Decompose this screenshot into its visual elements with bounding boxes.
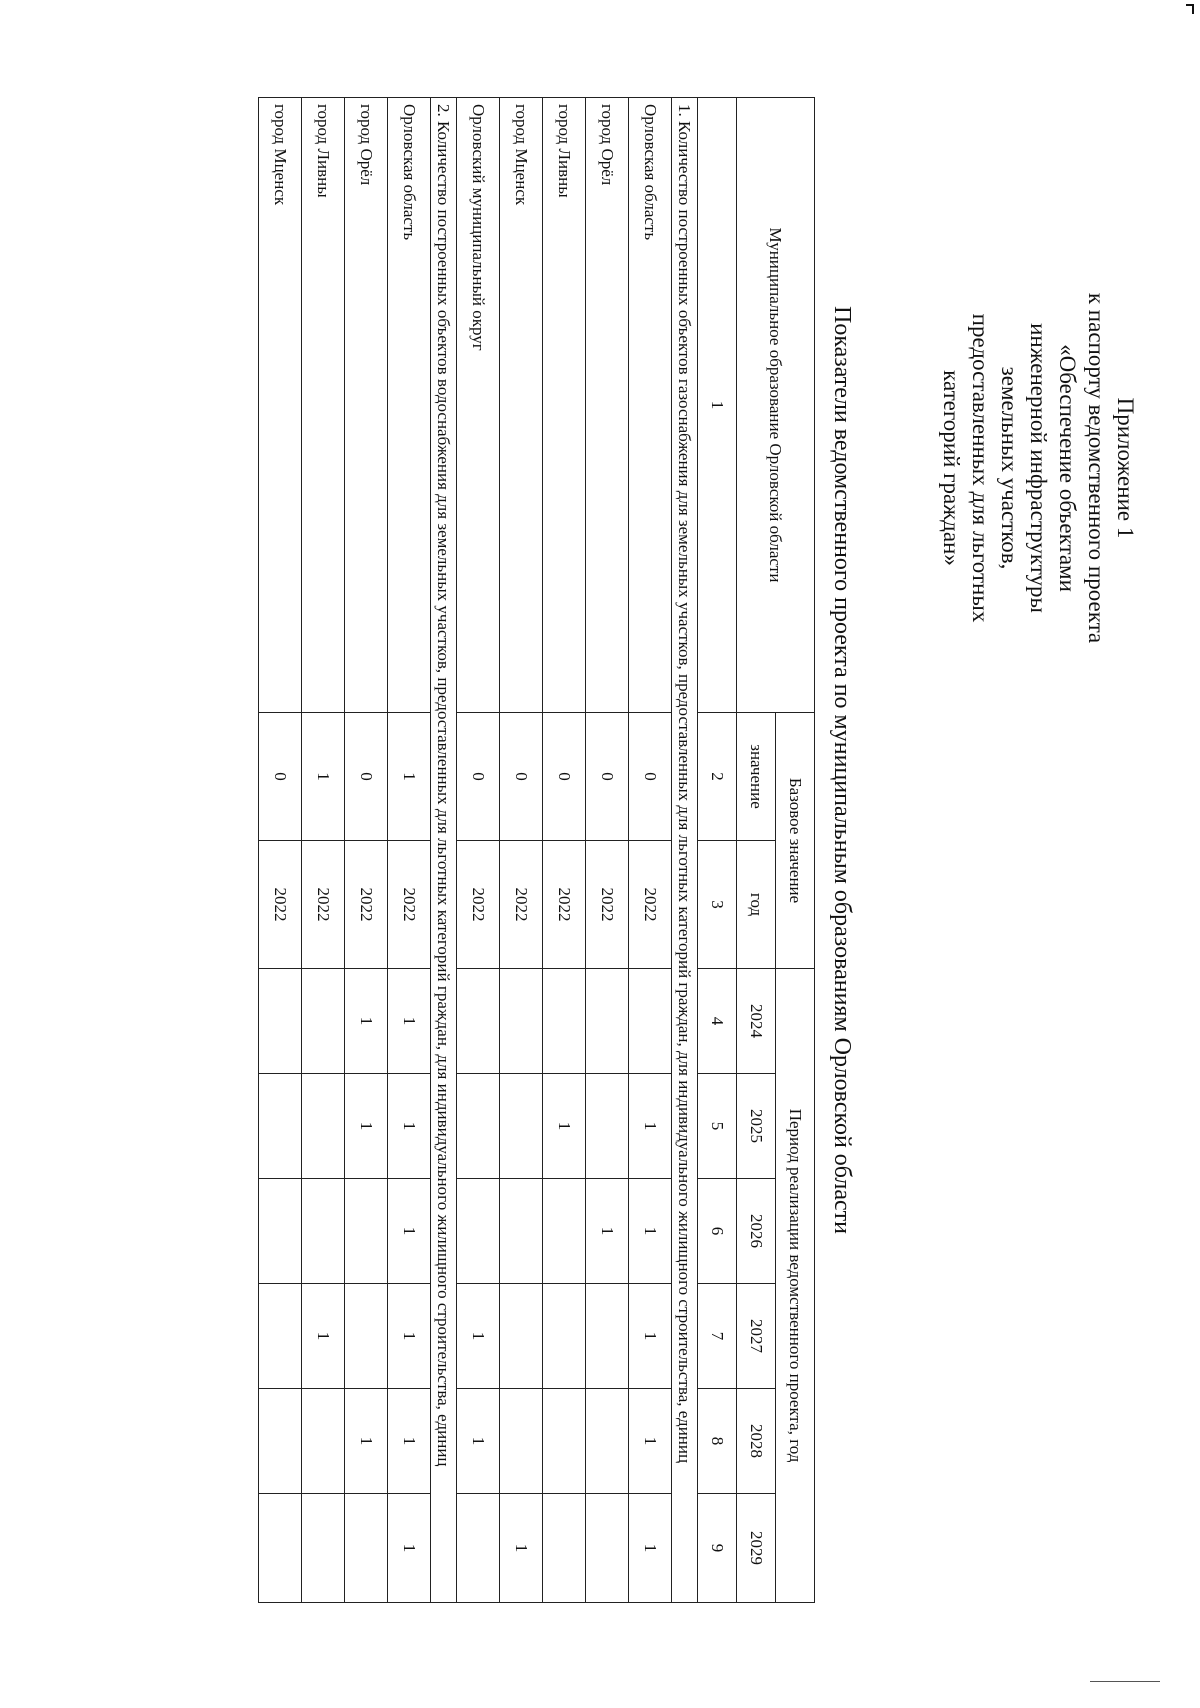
column-number: 6 [698, 1179, 737, 1284]
header-year: 2024 [737, 969, 776, 1074]
table-cell: 0 [259, 713, 302, 841]
table-cell [543, 1389, 586, 1494]
table-cell: 1 [543, 1074, 586, 1179]
municipality-name: город Мценск [259, 98, 302, 713]
municipality-name: Орловский муниципальный округ [457, 98, 500, 713]
indicators-table [258, 97, 815, 1603]
table-cell: 2022 [543, 841, 586, 969]
section-title: 2. Количество построенных объектов водоснабжения для земельных участков, предоставленных для льготных категорий граждан, для индивидуального жилищного строительства, единиц [431, 98, 457, 1603]
table-cell [543, 1179, 586, 1284]
table-cell: 1 [457, 1284, 500, 1389]
table-cell: 1 [457, 1389, 500, 1494]
table-cell [586, 969, 629, 1074]
table-cell [345, 1284, 388, 1389]
table-cell [500, 969, 543, 1074]
table-cell [586, 1074, 629, 1179]
column-number: 4 [698, 969, 737, 1074]
table-cell: 2022 [259, 841, 302, 969]
table-cell [629, 969, 672, 1074]
header-base-year: год [737, 841, 776, 969]
table-cell [302, 1074, 345, 1179]
table-cell: 2022 [500, 841, 543, 969]
table-cell: 1 [586, 1179, 629, 1284]
header-base-value: значение [737, 713, 776, 841]
document-title: Показатели ведомственного проекта по муниципальным образованиям Орловской области [829, 305, 855, 1235]
table-cell: 1 [629, 1494, 672, 1603]
table-cell: 1 [388, 1494, 431, 1603]
table-cell [457, 1179, 500, 1284]
table-cell: 1 [388, 1179, 431, 1284]
column-number: 8 [698, 1389, 737, 1494]
table-cell [345, 1494, 388, 1603]
table-row [500, 98, 543, 1603]
table-cell [259, 1074, 302, 1179]
column-number: 2 [698, 713, 737, 841]
table-cell [586, 1494, 629, 1603]
table-cell: 1 [388, 1284, 431, 1389]
table-cell: 2022 [345, 841, 388, 969]
municipality-name: город Ливны [543, 98, 586, 713]
table-cell [302, 1179, 345, 1284]
table-cell [543, 1284, 586, 1389]
table-cell: 1 [345, 1074, 388, 1179]
table-cell: 0 [586, 713, 629, 841]
numbering-row [698, 98, 737, 1603]
table-cell: 0 [345, 713, 388, 841]
table-cell: 0 [500, 713, 543, 841]
table-row [586, 98, 629, 1603]
section-row [431, 98, 457, 1603]
column-number: 5 [698, 1074, 737, 1179]
appendix-line: земельных участков, [997, 366, 1022, 570]
table-cell: 2022 [629, 841, 672, 969]
table-cell [586, 1284, 629, 1389]
table-cell [457, 1074, 500, 1179]
table-cell: 1 [302, 713, 345, 841]
table-cell [457, 1494, 500, 1603]
table-cell [302, 1494, 345, 1603]
table-row [345, 98, 388, 1603]
header-municipality: Муниципальное образование Орловской области [737, 98, 815, 713]
municipality-name: Орловская область [388, 98, 431, 713]
table-cell [500, 1284, 543, 1389]
table-cell: 2022 [457, 841, 500, 969]
table-cell: 1 [345, 1389, 388, 1494]
table-cell [500, 1179, 543, 1284]
table-cell: 1 [302, 1284, 345, 1389]
table-cell [345, 1179, 388, 1284]
table-cell: 1 [629, 1389, 672, 1494]
header-base-group: Базовое значение [776, 713, 815, 969]
table-cell [259, 969, 302, 1074]
header-period-group: Период реализации ведомственного проекта, год [776, 969, 815, 1603]
table-cell: 2022 [388, 841, 431, 969]
appendix-line: Приложение 1 [1113, 397, 1138, 539]
table-row [629, 98, 672, 1603]
municipality-name: Орловская область [629, 98, 672, 713]
header-year: 2029 [737, 1494, 776, 1603]
table-cell: 2022 [302, 841, 345, 969]
column-number: 9 [698, 1494, 737, 1603]
table-row [457, 98, 500, 1603]
column-number: 3 [698, 841, 737, 969]
header-year: 2026 [737, 1179, 776, 1284]
table-cell [457, 969, 500, 1074]
appendix-line: «Обеспечение объектами [1055, 344, 1080, 592]
municipality-name: город Мценск [500, 98, 543, 713]
table-cell: 0 [457, 713, 500, 841]
table-cell: 1 [388, 713, 431, 841]
table-cell: 2022 [586, 841, 629, 969]
section-title: 1. Количество построенных объектов газоснабжения для земельных участков, предоставленных для льготных категорий граждан, для индивидуального жилищного строительства, единиц [672, 98, 698, 1603]
table-cell [586, 1389, 629, 1494]
table-cell: 1 [629, 1284, 672, 1389]
municipality-name: город Орёл [586, 98, 629, 713]
table-cell [543, 1494, 586, 1603]
table-cell: 1 [345, 969, 388, 1074]
appendix-block [937, 258, 1140, 678]
table-cell: 1 [500, 1494, 543, 1603]
table-cell: 1 [629, 1074, 672, 1179]
table-cell [543, 969, 586, 1074]
table-cell: 1 [388, 1074, 431, 1179]
table-cell [302, 1389, 345, 1494]
municipality-name: город Ливны [302, 98, 345, 713]
table-cell [259, 1179, 302, 1284]
table-cell [259, 1284, 302, 1389]
table-row [302, 98, 345, 1603]
table-cell: 1 [388, 969, 431, 1074]
header-year: 2028 [737, 1389, 776, 1494]
table-cell: 1 [388, 1389, 431, 1494]
table-cell [500, 1389, 543, 1494]
section-row [672, 98, 698, 1603]
table-cell: 0 [629, 713, 672, 841]
column-number: 7 [698, 1284, 737, 1389]
table-cell [259, 1389, 302, 1494]
table-cell [302, 969, 345, 1074]
header-year: 2027 [737, 1284, 776, 1389]
column-number: 1 [698, 98, 737, 713]
appendix-line: к паспорту ведомственного проекта [1084, 292, 1109, 644]
table-row [388, 98, 431, 1603]
municipality-name: город Орёл [345, 98, 388, 713]
table-cell [500, 1074, 543, 1179]
header-year: 2025 [737, 1074, 776, 1179]
table-cell: 1 [629, 1179, 672, 1284]
appendix-line: инженерной инфраструктуры [1026, 323, 1051, 613]
table-row [543, 98, 586, 1603]
appendix-line: предоставленных для льготных [968, 313, 993, 623]
appendix-line: категорий граждан» [939, 370, 964, 566]
table-cell [259, 1494, 302, 1603]
table-cell: 0 [543, 713, 586, 841]
table-row [259, 98, 302, 1603]
